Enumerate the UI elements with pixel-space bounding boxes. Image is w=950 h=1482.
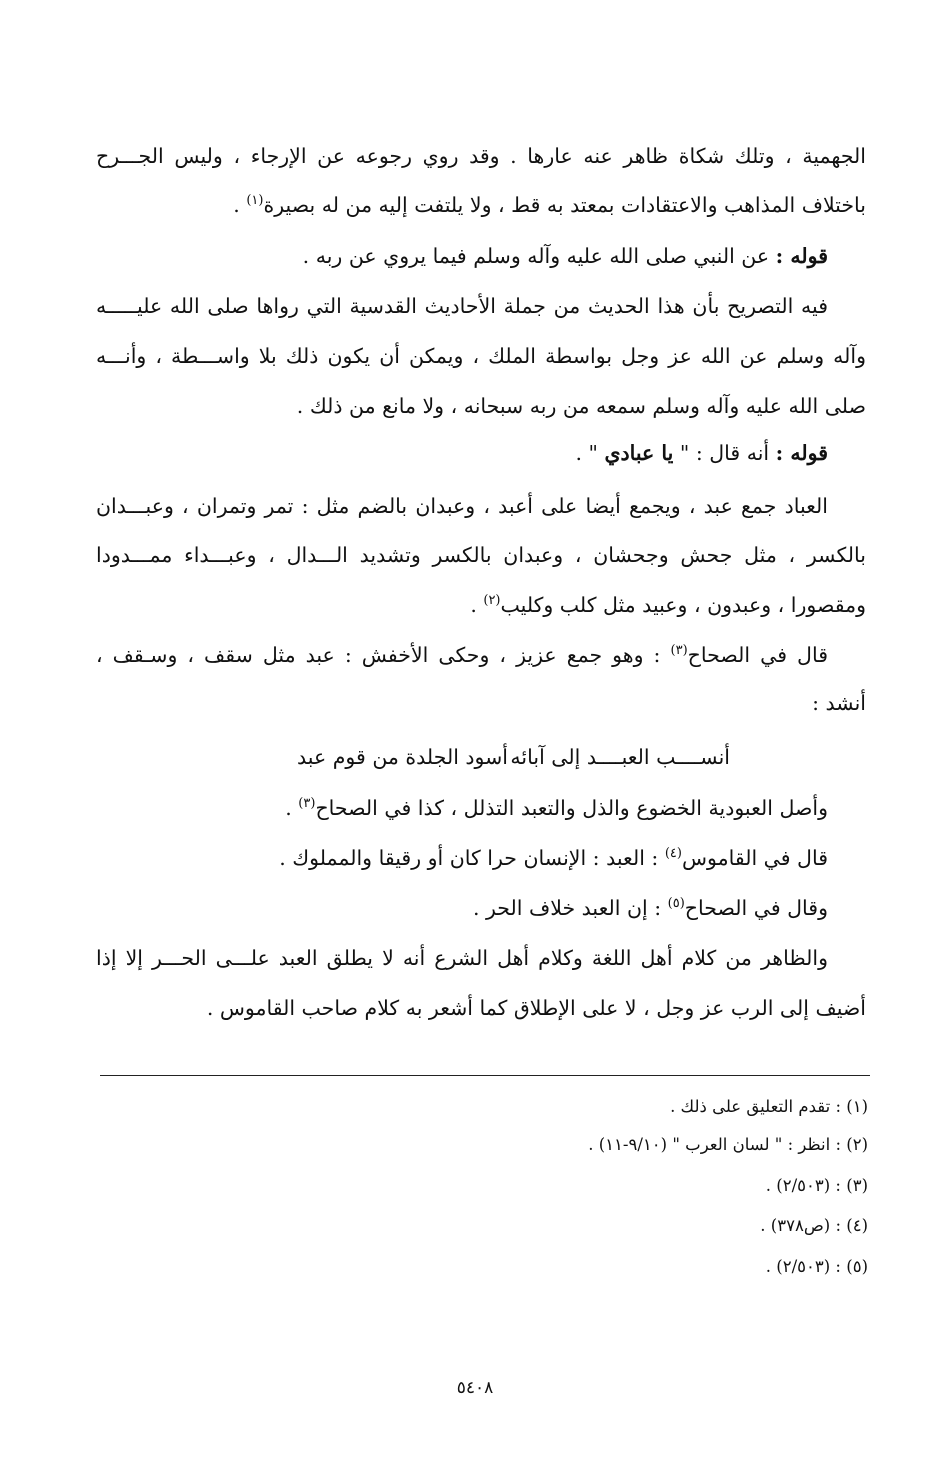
text-line-5-content: صلى الله عليه وآله وسلم سمعه من ربه سبحانه ، ولا مانع من ذلك . — [296, 394, 866, 418]
verse-second-hemistich: أسود الجلدة من قوم عبد — [297, 745, 508, 769]
text-line-9 — [96, 640, 866, 670]
qawluh-line-2 — [96, 438, 866, 468]
quoted-phrase: يا عبادي — [604, 441, 674, 465]
qawluh-label-2: قوله : — [775, 441, 828, 465]
footnote-marker-3b[interactable]: (٣) — [298, 796, 316, 812]
text-line-2-content: باختلاف المذاهب والاعتقادات بمعتد به قط ، ولا يلتفت إليه من له بصيرة — [263, 193, 866, 217]
text-line-3-content: فيه التصريح بأن هذا الحديث من جملة الأحاديث القدسية التي رواها صلى الله عليـــــه — [96, 294, 828, 318]
qawluh-line-1 — [96, 241, 866, 271]
text-line-12-content-b: : العبد : الإنسان حرا كان أو رقيقا والمملوك . — [279, 846, 659, 870]
text-line-4 — [96, 341, 866, 371]
text-line-11 — [96, 793, 866, 823]
footnote-separator — [100, 1075, 870, 1076]
footnote-marker-3[interactable]: (٣) — [670, 643, 688, 659]
footnote-3: (٣) : (٢/٥٠٣) . — [765, 1176, 868, 1195]
footnote-marker-1[interactable]: (١) — [246, 193, 264, 209]
quote-open: أنه قال : " — [679, 441, 770, 465]
text-line-6 — [96, 491, 866, 521]
text-line-8-content: ومقصورا ، وعبدون ، وعبيد مثل كلب وكليب — [500, 593, 866, 617]
qawluh-label: قوله : — [775, 244, 828, 268]
text-line-15-content: أضيف إلى الرب عز وجل ، لا على الإطلاق كما أشعر به كلام صاحب القاموس . — [206, 996, 866, 1020]
text-line-1-content: الجهمية ، وتلك شكاة ظاهر عنه عارها . وقد روي رجوعه عن الإرجاء ، وليس الجـــرح — [96, 144, 866, 168]
text-line-2 — [96, 190, 866, 220]
text-line-13 — [96, 893, 866, 923]
text-line-12-content-a: قال في القاموس — [681, 846, 828, 870]
text-line-8 — [96, 590, 866, 620]
sentence-end-3: . — [285, 796, 299, 820]
sentence-end-2: . — [470, 593, 484, 617]
footnote-4: (٤) : (ص٣٧٨) . — [760, 1216, 868, 1235]
footnote-marker-2[interactable]: (٢) — [483, 593, 501, 609]
sentence-end: . — [233, 193, 247, 217]
text-line-14 — [96, 943, 866, 973]
text-line-5 — [96, 391, 866, 421]
poetry-verse — [96, 742, 866, 772]
text-line-9-content-a: قال في الصحاح — [687, 643, 828, 667]
text-line-15 — [96, 993, 866, 1023]
verse-first-hemistich: أنســــب العبــــد إلى آبائه — [510, 745, 730, 769]
text-line-14-content: والظاهر من كلام أهل اللغة وكلام أهل الشرع أنه لا يطلق العبد علـــى الحـــر إلا إذا — [96, 946, 828, 970]
text-line-10 — [96, 688, 866, 718]
text-line-7 — [96, 540, 866, 570]
text-line-3 — [96, 291, 866, 321]
quote-close: " . — [575, 441, 598, 465]
footnote-1: (١) : تقدم التعليق على ذلك . — [670, 1097, 868, 1116]
footnote-marker-5[interactable]: (٥) — [667, 896, 685, 912]
text-line-7-content: بالكسر ، مثل جحش وجحشان ، وعبدان بالكسر وتشديد الـــدال ، وعبـــداء ممـــدودا — [96, 543, 866, 567]
text-line-10-content: أنشد : — [812, 691, 866, 715]
text-line-11-content: وأصل العبودية الخضوع والذل والتعبد التذلل ، كذا في الصحاح — [315, 796, 828, 820]
text-line-13-content-a: وقال في الصحاح — [684, 896, 828, 920]
qawluh-line-1-content: عن النبي صلى الله عليه وآله وسلم فيما يروي عن ربه . — [302, 244, 770, 268]
text-line-1 — [96, 141, 866, 171]
page-number: ٥٤٠٨ — [456, 1378, 494, 1398]
text-line-13-content-b: : إن العبد خلاف الحر . — [472, 896, 662, 920]
text-line-4-content: وآله وسلم عن الله عز وجل بواسطة الملك ، ويمكن أن يكون ذلك بلا واســـطة ، وأنـــه — [96, 344, 866, 368]
text-line-12 — [96, 843, 866, 873]
footnote-5: (٥) : (٢/٥٠٣) . — [765, 1257, 868, 1276]
footnote-marker-4[interactable]: (٤) — [664, 846, 682, 862]
text-line-6-content: العباد جمع عبد ، ويجمع أيضا على أعبد ، وعبدان بالضم مثل : تمر وتمران ، وعبـــدان — [96, 494, 828, 518]
text-line-9-content-b: : وهو جمع عزيز ، وحكى الأخفش : عبد مثل سقف ، وسـقف ، — [96, 643, 661, 667]
footnote-2: (٢) : انظر : " لسان العرب " (٩/١٠-١١) . — [588, 1135, 868, 1154]
